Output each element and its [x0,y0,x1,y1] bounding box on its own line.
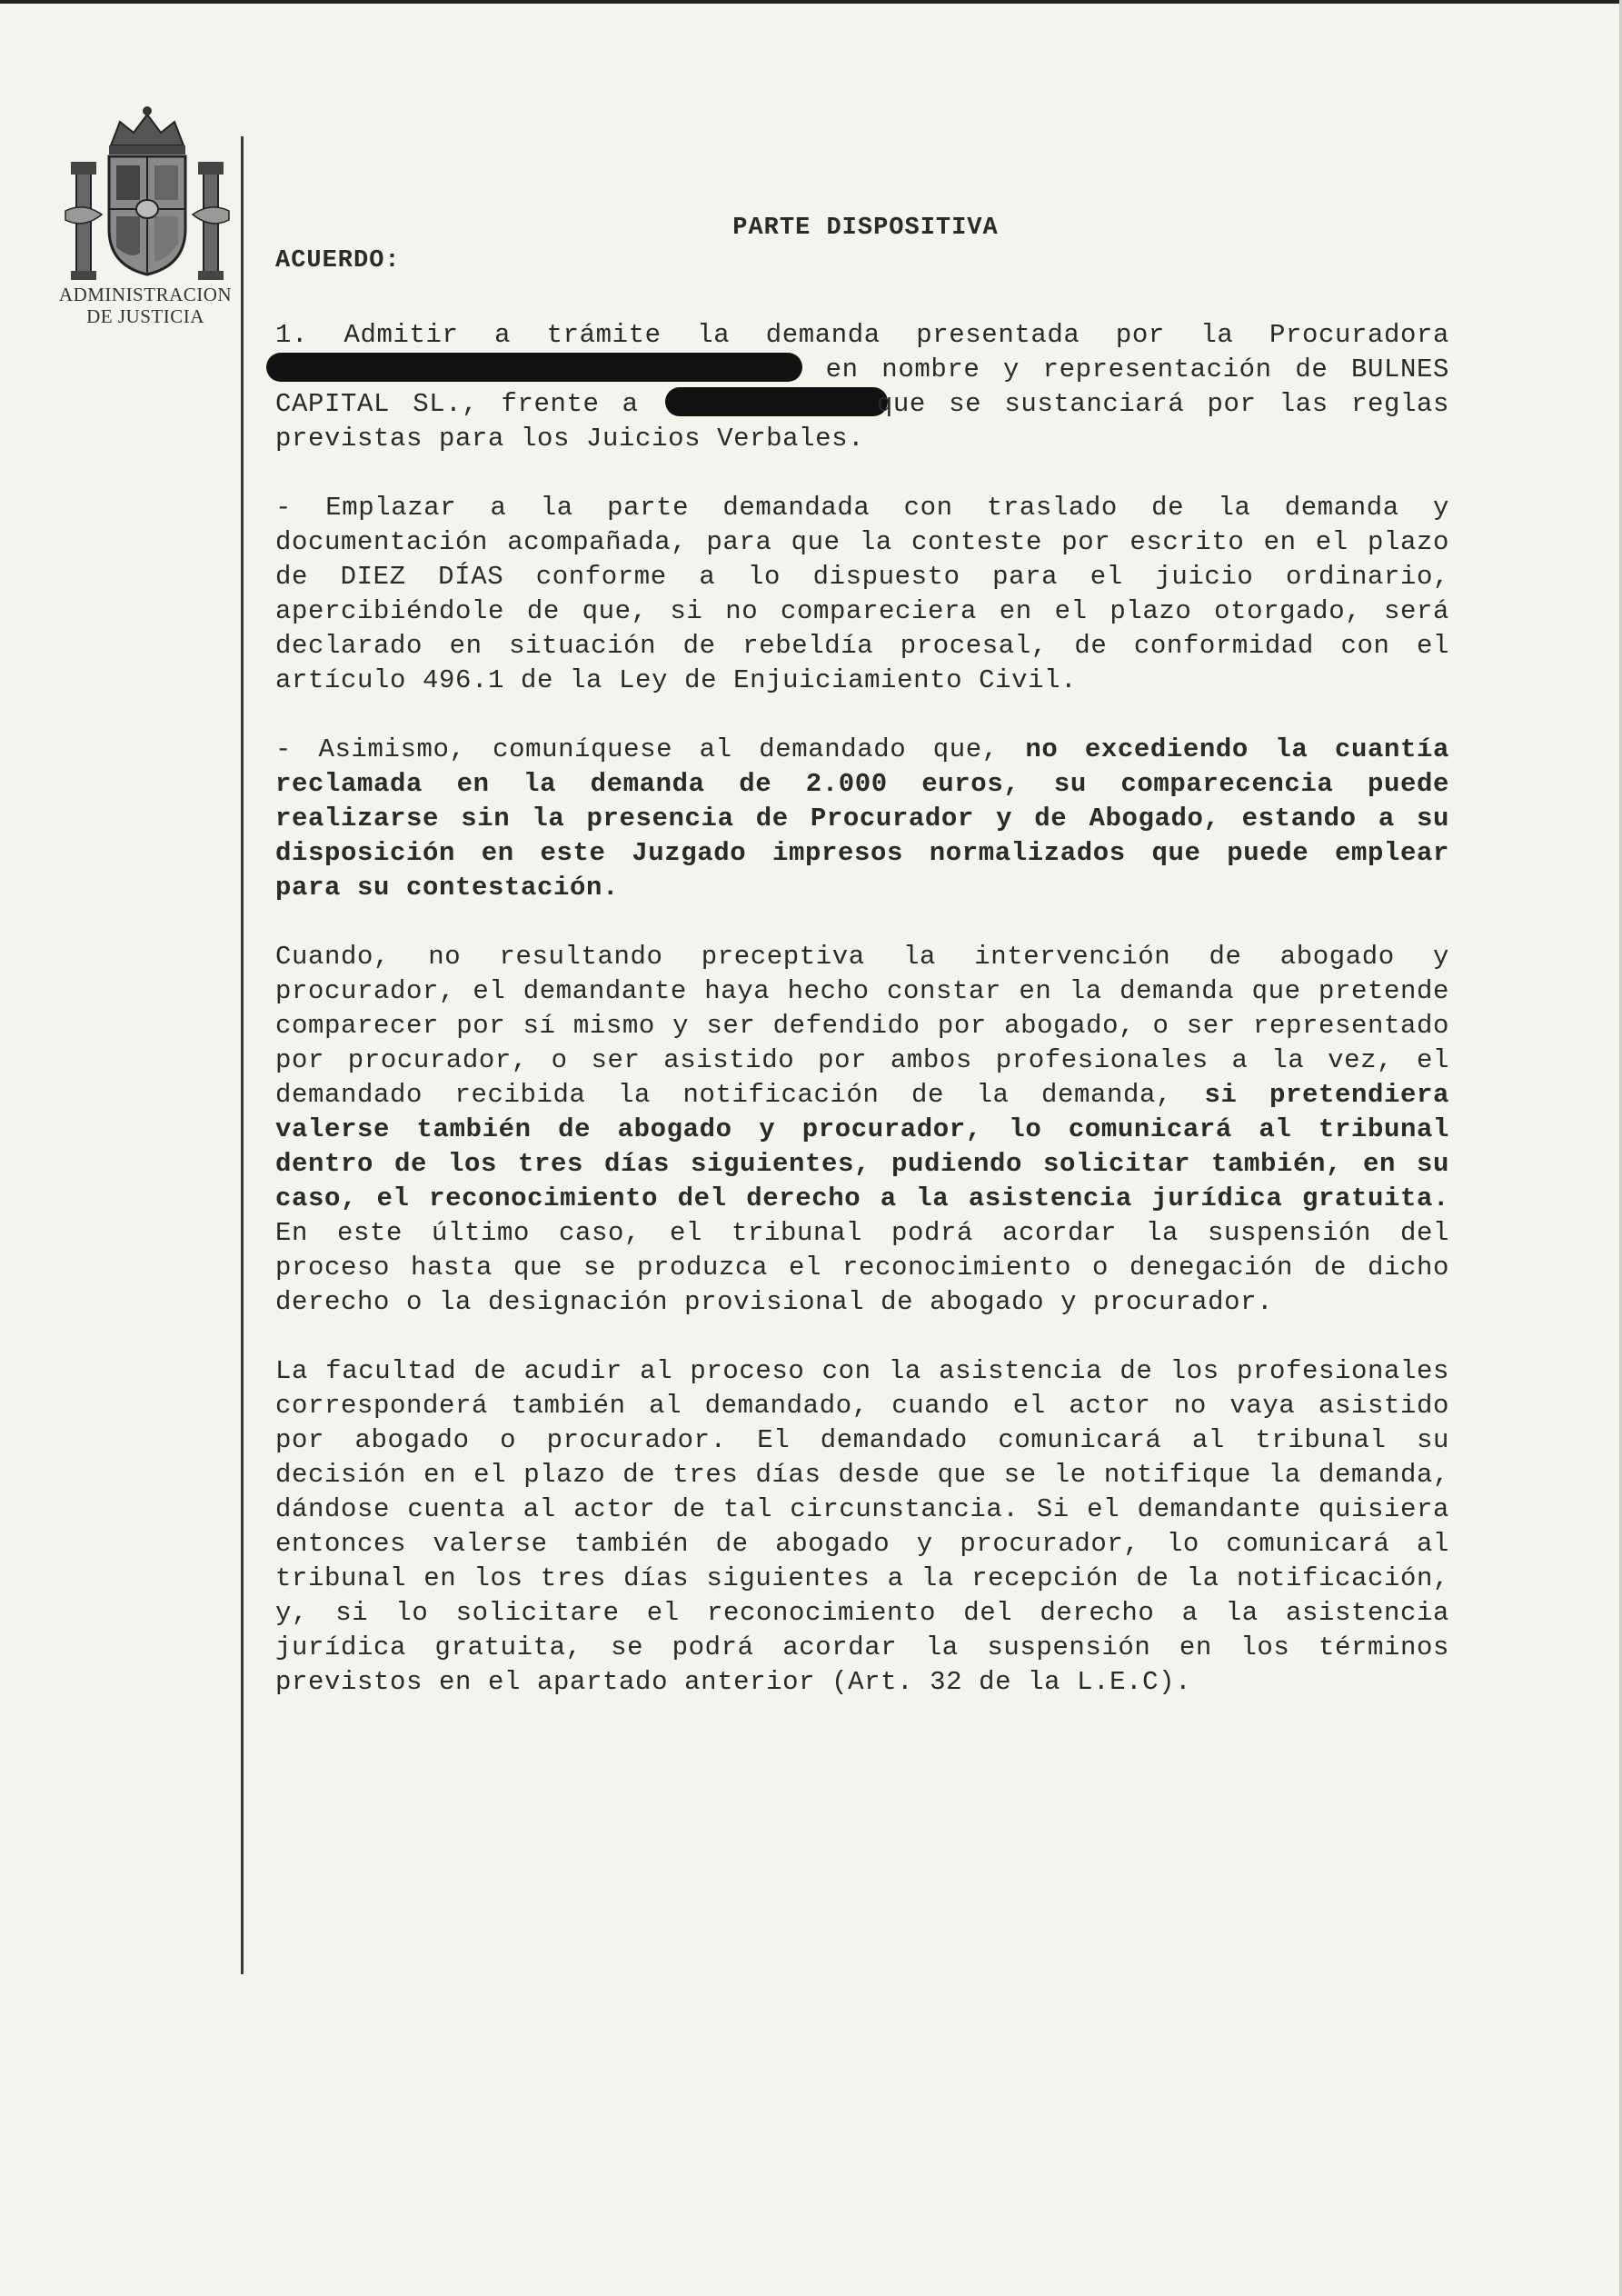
document-body [275,318,1449,1734]
document-title: PARTE DISPOSITIVA [732,215,999,242]
paragraph-4-normal-2: En este último caso, el tribunal podrá acordar la suspensión del proceso hasta que se produzca el reconocimiento o denegación de dicho derecho o la designación provisional de abogado y procurador. [275,1218,1449,1317]
paragraph-1 [275,318,1449,456]
paragraph-1-middle: en nombre y representación de BULNES CAPITAL SL., frente a [275,354,1449,419]
institution-line-2: DE JUSTICIA [86,305,204,327]
paragraph-3 [275,733,1449,905]
paragraph-3-bold: no excediendo la cuantía reclamada en la demanda de 2.000 euros, su comparecencia puede realizarse sin la presencia de Procurador y de Abogado, estando a su disposición en este Juzgado impresos normalizados que puede emplear para su contestación. [275,734,1449,903]
paragraph-4-normal-1: Cuando, no resultando preceptiva la intervención de abogado y procurador, el demandante haya hecho constar en la demanda que pretende comparecer por sí mismo y ser defendido por abogado, o ser representado por procurador, o ser asistido por ambos profesionales a la vez, el demandado recibida la notificación de la demanda, [275,942,1449,1110]
scan-top-edge [0,0,1622,4]
paragraph-3-normal: - Asimismo, comuníquese al demandado que, [275,734,1026,764]
paragraph-5: La facultad de acudir al proceso con la asistencia de los profesionales corresponderá también al demandado, cuando el actor no vaya asistido por abogado o procurador. El demandado comunicará al tribunal su decisión en el plazo de tres días desde que se le notifique la demanda, dándose cuenta al actor de tal circunstancia. Si el demandante quisiera entonces valerse también de abogado y procurador, lo comunicará al tribunal en los tres días siguientes a la recepción de la notificación, y, si lo solicitare el reconocimiento del derecho a la asistencia jurídica gratuita, se podrá acordar la suspensión en los términos previstos en el apartado anterior (Art. 32 de la L.E.C). [275,1356,1449,1697]
paragraph-1-end: que se sustanciará por las reglas previstas para los Juicios Verbales. [275,389,1449,454]
margin-rule [241,136,244,1974]
paragraph-1-start: 1. Admitir a trámite la demanda presentada por la Procuradora [275,320,1449,350]
institution-name [36,284,254,327]
paragraph-4-bold: si pretendiera valerse también de abogado y procurador, lo comunicará al tribunal dentro de los tres días siguientes, pudiendo solicitar también, en su caso, el reconocimiento del derecho a la asistencia jurídica gratuita. [275,1080,1449,1213]
acuerdo-label: ACUERDO: [275,247,401,275]
redaction-bar [266,353,802,382]
institution-line-1: ADMINISTRACION [58,284,233,305]
redaction-bar [665,387,888,416]
paragraph-4 [275,940,1449,1320]
spanish-coat-of-arms-icon [56,102,238,284]
paragraph-2: - Emplazar a la parte demandada con traslado de la demanda y documentación acompañada, para que la conteste por escrito en el plazo de DIEZ DÍAS conforme a lo dispuesto para el juicio ordinario, apercibiéndole de que, si no compareciera en el plazo otorgado, será declarado en situación de rebeldía procesal, de conformidad con el artículo 496.1 de la Ley de Enjuiciamiento Civil. [275,493,1449,695]
